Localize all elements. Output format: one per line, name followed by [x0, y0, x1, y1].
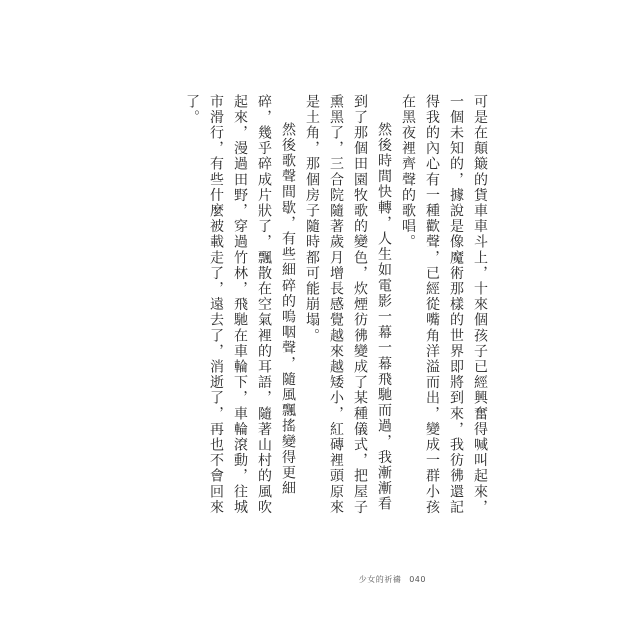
- paragraph-3: 然後歌聲間歇，有些細碎的嗚咽聲，隨風飄搖變得更細碎，幾乎碎成片狀了，飄散在空氣裡的耳語，隨著山村的風吹起來，漫過田野，穿過竹林，飛馳在車輪下，車輪滾動，往城市滑行，有些什麼被載走了，遠去了，消逝了，再也不會回來了。: [184, 94, 296, 516]
- running-title: 少女的祈禱: [358, 575, 402, 584]
- page-number: 040: [409, 575, 426, 584]
- vertical-text-body: [180, 94, 492, 524]
- paragraph-2: 然後時間快轉，人生如電影一幕一幕飛馳而過，我漸漸看到了那個田園牧歌的變色，炊煙彷彿變成了某種儀式，把屋子熏黑了，三合院隨著歲月增長感覺越來越矮小，紅磚裡頭原來是土角，那個房子隨時都可能崩塌。: [304, 94, 392, 516]
- page-footer: [359, 574, 426, 585]
- paragraph-1: 可是在顛簸的貨車車斗上，十來個孩子已經興奮得喊叫起來，一個未知的，據說是像魔術那樣的世界即將到來，我彷彿還記得我的內心有一種歡聲，已經從嘴角洋溢而出，變成一群小孩在黑夜裡齊聲的歌唱。: [400, 94, 488, 516]
